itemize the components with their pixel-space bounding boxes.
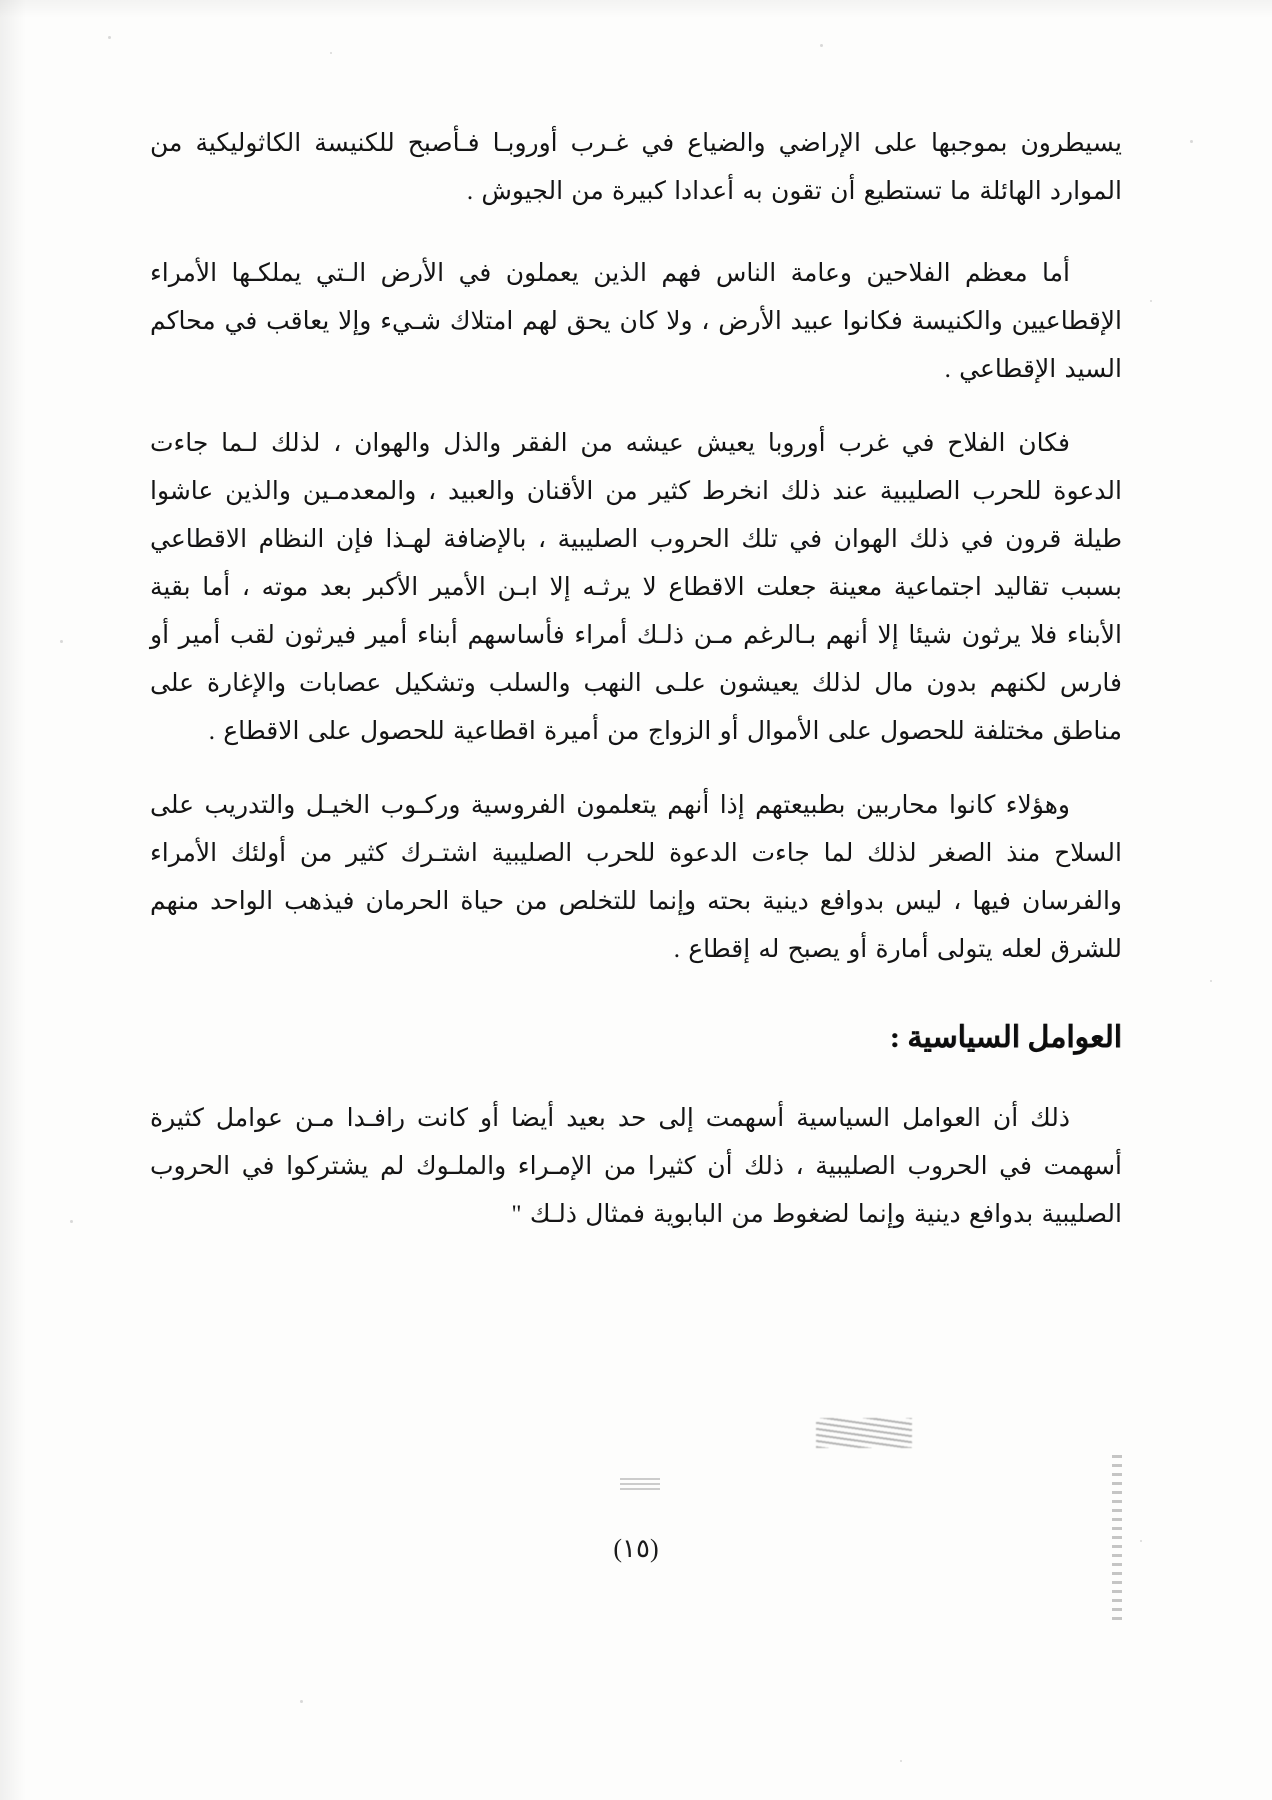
scan-speckle: [1210, 980, 1212, 982]
paragraph-5: ذلك أن العوامل السياسية أسهمت إلى حد بعيد أيضا أو كانت رافـدا مـن عوامل كثيرة أسهمت في الحروب الصليبية ، ذلك أن كثيرا من الإمـراء والملـوك لم يشتركوا في الحروب الصليبية بدوافع دينية وإنما لضغوط من البابوية فمثال ذلـك ": [150, 1105, 1122, 1228]
page-edge-shadow-left: [0, 0, 26, 1800]
scan-speckle: [60, 640, 63, 643]
paragraph-4: وهؤلاء كانوا محاربين بطبيعتهم إذا أنهم يتعلمون الفروسية وركـوب الخيـل والتدريب على السلاح منذ الصغر لذلك لما جاءت الدعوة للحرب الصليبية اشتـرك كثير من أولئك الأمراء والفرسان فيها ، ليس بدوافع دينية بحته وإنما للتخلص من حياة الحرمان فيذهب الواحد منهم للشرق لعله يتولى أمارة أو يصبح له إقطاع .: [150, 792, 1122, 963]
section-heading-political-factors: العوامل السياسية :: [889, 1021, 1122, 1054]
scan-speckle: [108, 36, 111, 39]
scan-speckle: [820, 44, 823, 47]
paragraph-3: فكان الفلاح في غرب أوروبا يعيش عيشه من الفقر والذل والهوان ، لذلك لـما جاءت الدعوة للحرب الصليبية عند ذلك انخرط كثير من الأقنان والعبيد ، والمعدمـين والذين عاشوا طيلة قرون في ذلك الهوان في تلك الحروب الصليبية ، بالإضافة لهـذا فإن النظام الاقطاعي بسبب تقاليد اجتماعية معينة جعلت الاقطاع لا يرثـه إلا ابـن الأمير الأكبر بعد موته ، أما بقية الأبناء فلا يرثون شيئا إلا أنهم بـالرغم مـن ذلـك أمراء فأساسهم أبناء أمير فيرثون لقب أمير أو فارس لكنهم بدون مال لذلك يعيشون علـى النهب والسلب وتشكيل عصابات والإغارة على مناطق مختلفة للحصول على الأموال أو الزواج من أميرة اقطاعية للحصول على الاقطاع .: [150, 430, 1122, 745]
scan-speckle: [900, 1760, 902, 1762]
scan-speckle: [1190, 140, 1193, 143]
paragraph-1: يسيطرون بموجبها على الإراضي والضياع في غـرب أوروبـا فـأصبح للكنيسة الكاثوليكية من الموارد الهائلة ما تستطيع أن تقون به أعدادا كبيرة من الجيوش .: [150, 130, 1122, 205]
scan-speckle: [1150, 300, 1152, 302]
scan-speckle: [300, 1700, 303, 1703]
scan-speckle: [330, 52, 332, 54]
scan-speckle: [70, 1220, 73, 1223]
scan-artifact-mark: [620, 1478, 660, 1490]
paragraph-2: أما معظم الفلاحين وعامة الناس فهم الذين يعملون في الأرض الـتي يملكـها الأمراء الإقطاعيين والكنيسة فكانوا عبيد الأرض ، ولا كان يحق لهم امتلاك شـيء وإلا يعاقب في محاكم السيد الإقطاعي .: [150, 260, 1122, 383]
document-body: [150, 120, 1122, 1265]
page-number: (١٥): [613, 1534, 659, 1563]
scan-smudge-mark: [816, 1418, 912, 1448]
page-edge-shadow-top: [0, 0, 1272, 18]
